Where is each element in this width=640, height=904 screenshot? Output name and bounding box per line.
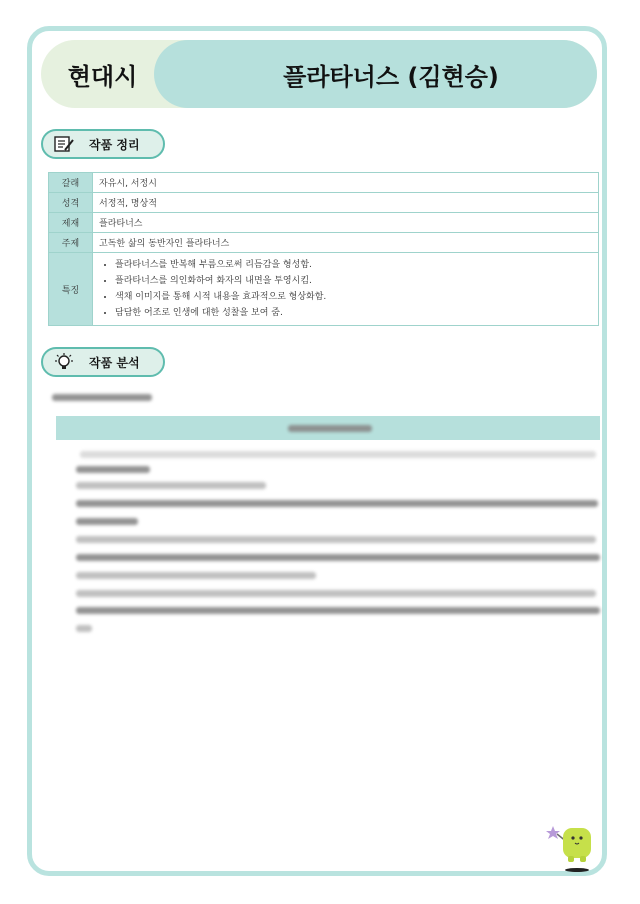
table-row: [49, 233, 599, 253]
title-banner: [41, 40, 597, 108]
row-key: 주제: [49, 233, 93, 253]
list-item: • 플라타너스를 반복해 부름으로써 리듬감을 형성함.: [115, 257, 592, 273]
analysis-header-bar: [56, 416, 600, 440]
list-item: • 색채 이미지를 통해 시적 내용을 효과적으로 형상화함.: [115, 289, 592, 305]
category-label: 현대시: [67, 62, 138, 91]
row-key: 갈래: [49, 173, 93, 193]
poem-title: 플라타너스 (김현승): [283, 62, 499, 91]
section-analysis-label: 작품 분석: [89, 355, 140, 370]
row-value: 자유시, 서정시: [93, 173, 599, 193]
row-value: 플라타너스: [93, 213, 599, 233]
table-row: [49, 173, 599, 193]
row-key: 제재: [49, 213, 93, 233]
row-key: 성격: [49, 193, 93, 213]
pencil-note-icon: [53, 135, 75, 153]
table-row: [49, 253, 599, 326]
row-value: 고독한 삶의 동반자인 플라타너스: [93, 233, 599, 253]
mascot-icon: [545, 820, 601, 876]
row-value: 서정적, 명상적: [93, 193, 599, 213]
section-summary-label: 작품 정리: [89, 137, 140, 152]
section-summary-pill: [41, 129, 165, 159]
info-table: [48, 172, 599, 326]
features-list: [99, 257, 592, 321]
section-analysis-pill: [41, 347, 165, 377]
features-cell: [93, 253, 599, 326]
row-key: 특징: [49, 253, 93, 326]
list-item: • 플라타너스를 의인화하여 화자의 내면을 투영시킴.: [115, 273, 592, 289]
table-row: [49, 193, 599, 213]
lightbulb-icon: [53, 353, 75, 371]
list-item: • 담담한 어조로 인생에 대한 성찰을 보여 줌.: [115, 305, 592, 321]
table-row: [49, 213, 599, 233]
